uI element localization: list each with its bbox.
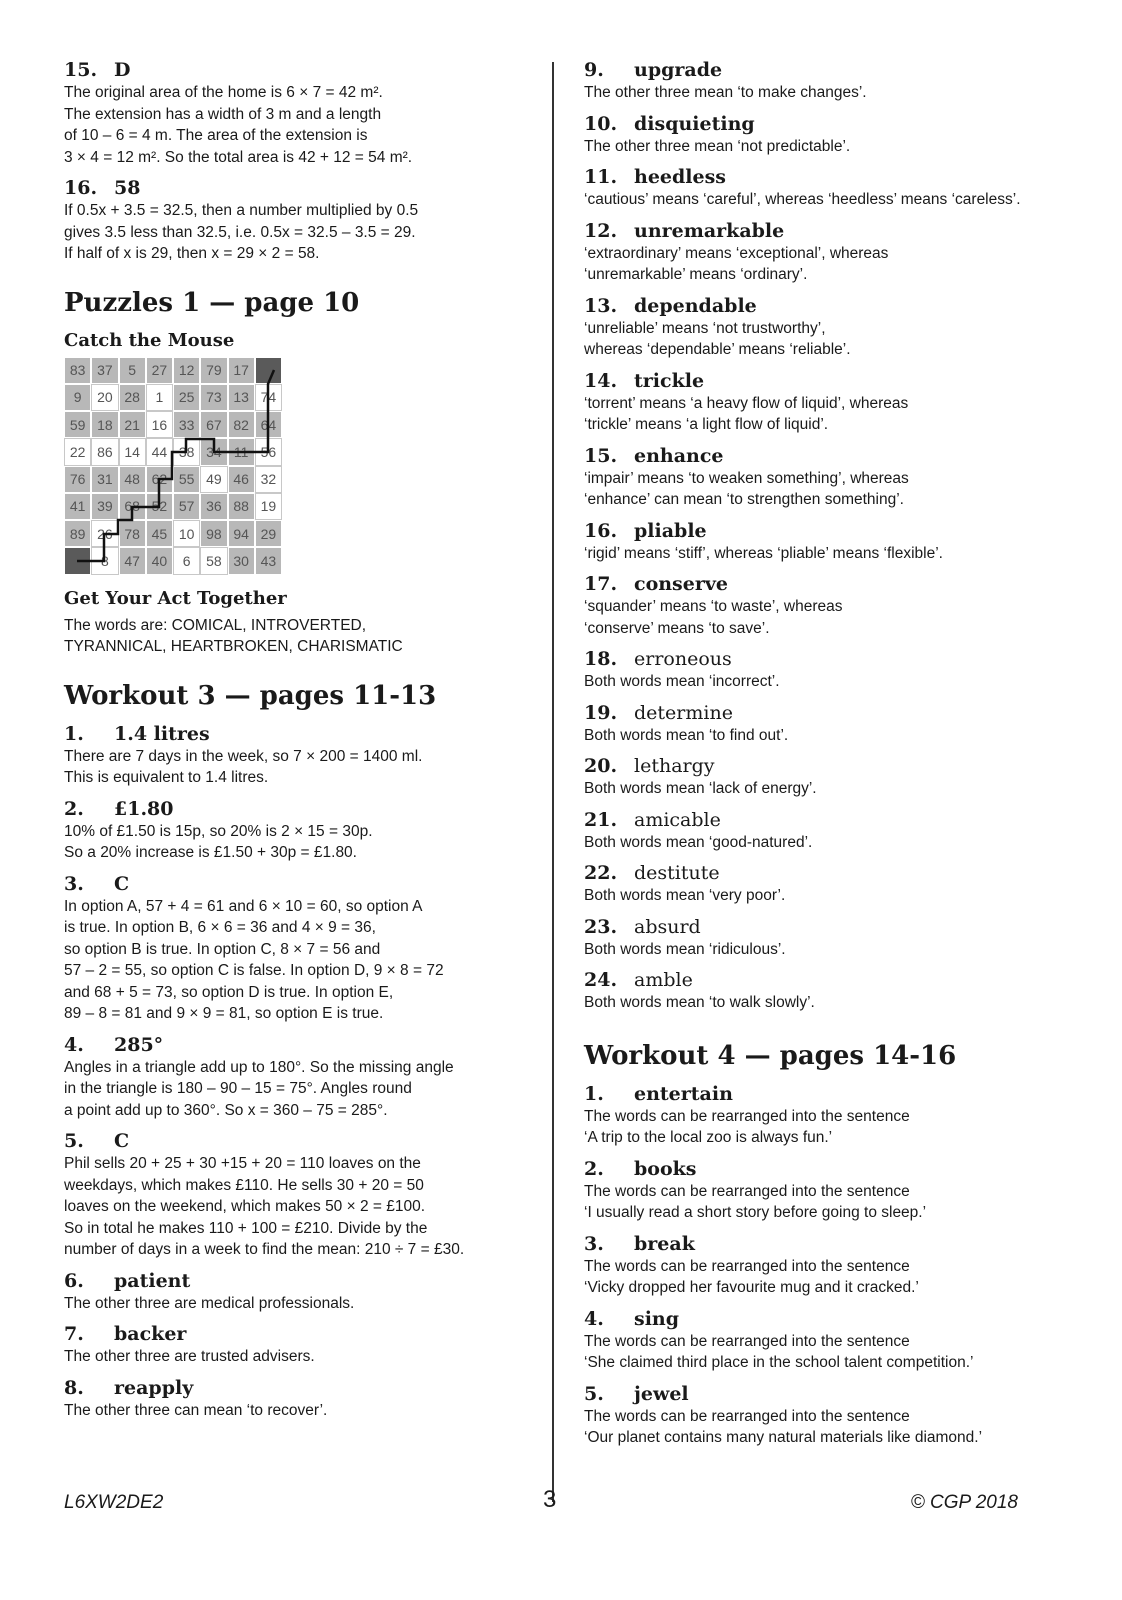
explanation-line: ‘cautious’ means ‘careful’, whereas ‘heedless’ means ‘careless’. [584, 191, 1021, 208]
answer-number: 16. [64, 177, 98, 199]
explanation-line: The other three can mean ‘to recover’. [64, 1401, 328, 1419]
grid-cell: 34 [200, 438, 227, 465]
answer-number: 15. [584, 444, 618, 467]
answer-explanation [584, 725, 1084, 747]
grid-cell: 98 [200, 520, 227, 547]
answer-number: 15. [64, 59, 98, 81]
explanation-line: ‘Our planet contains many natural materials like diamond.’ [584, 1429, 983, 1446]
answer-heading [584, 519, 1084, 543]
answer-heading [584, 754, 1084, 778]
explanation-line: The words can be rearranged into the sentence [584, 1407, 910, 1425]
answer-explanation [64, 82, 534, 168]
explanation-line: The other three are trusted advisers. [64, 1348, 315, 1365]
answer-heading [64, 1129, 534, 1153]
grid-cell: 10 [173, 520, 200, 547]
answer-word: heedless [634, 166, 726, 188]
grid-cell: 37 [91, 357, 118, 384]
explanation-line: ‘trickle’ means ‘a light flow of liquid’. [584, 416, 829, 433]
answer-number: 1. [584, 1082, 604, 1105]
grid-cell: 29 [255, 520, 282, 547]
answer-word: entertain [634, 1082, 733, 1105]
answer-item [584, 112, 1084, 158]
grid-cell: 26 [91, 520, 118, 547]
answer-heading [584, 165, 1084, 189]
answer-word: pliable [634, 519, 707, 542]
grid-cell: 79 [200, 357, 227, 384]
explanation-line: ‘torrent’ means ‘a heavy flow of liquid’, whereas [584, 394, 909, 412]
answer-item [64, 722, 534, 789]
grid-cell: 47 [119, 547, 146, 574]
catch-the-mouse-grid [64, 357, 282, 575]
answer-explanation [64, 1400, 534, 1422]
explanation-line: The other three mean ‘to make changes’. [584, 84, 867, 101]
answer-heading [584, 1307, 1084, 1331]
explanation-line: ‘squander’ means ‘to waste’, whereas [584, 598, 843, 615]
puzzles-title: Puzzles 1 — page 10 [64, 287, 360, 318]
grid-cell: 59 [64, 411, 91, 438]
answer-heading [584, 1157, 1084, 1181]
grid-cell: 74 [255, 384, 282, 411]
grid-cell: 19 [255, 493, 282, 520]
answer-word: destitute [634, 862, 720, 884]
grid-cell: 57 [173, 493, 200, 520]
answer-explanation [584, 543, 1084, 565]
explanation-line: ‘rigid’ means ‘stiff’, whereas ‘pliable’ means ‘flexible’. [584, 544, 943, 562]
answer-number: 2. [584, 1157, 604, 1180]
grid-cell: 20 [91, 384, 118, 411]
explanation-line: The extension has a width of 3 m and a length [64, 105, 382, 123]
answer-number: 3. [64, 872, 84, 895]
grid-cell: 78 [119, 520, 146, 547]
answer-explanation [584, 885, 1084, 907]
answer-word: books [634, 1157, 697, 1180]
answer-word: enhance [634, 444, 724, 467]
explanation-line: This is equivalent to 1.4 litres. [64, 769, 269, 786]
explanation-line: The words can be rearranged into the sentence [584, 1107, 910, 1125]
answer-explanation [584, 189, 1084, 211]
answer-item [584, 1232, 1084, 1299]
answer-explanation [584, 939, 1084, 961]
answer-word: 285° [114, 1033, 164, 1056]
grid-cell: 6 [173, 547, 200, 574]
answer-explanation [584, 318, 1084, 361]
grid-cell: 62 [146, 466, 173, 493]
answer-explanation [584, 832, 1084, 854]
answer-word: trickle [634, 369, 705, 392]
grid-cell: 94 [228, 520, 255, 547]
answer-number: 5. [584, 1382, 604, 1405]
answer-number: 14. [584, 369, 618, 392]
answer-explanation [584, 596, 1084, 639]
grid-cell: 25 [173, 384, 200, 411]
act-title: Get Your Act Together [64, 587, 287, 609]
explanation-line: So a 20% increase is £1.50 + 30p = £1.80. [64, 844, 357, 861]
answer-word: £1.80 [114, 797, 174, 820]
answer-item [64, 1129, 534, 1261]
answer-number: 12. [584, 219, 618, 242]
answer-heading [584, 701, 1084, 725]
explanation-line: ‘conserve’ means ‘to save’. [584, 619, 770, 637]
answer-number: 18. [584, 648, 618, 670]
answer-word: conserve [634, 573, 728, 595]
grid-cell: 83 [64, 357, 91, 384]
answer-explanation [64, 821, 534, 864]
grid-cell: 43 [255, 547, 282, 574]
grid-cell: 8 [91, 547, 118, 574]
grid-cell: 76 [64, 466, 91, 493]
explanation-line: ‘unreliable’ means ‘not trustworthy’, [584, 319, 826, 337]
grid-cell: 49 [200, 466, 227, 493]
grid-cell: 46 [228, 466, 255, 493]
grid-cell: 17 [228, 357, 255, 384]
grid-cell: 5 [119, 357, 146, 384]
explanation-line: is true. In option B, 6 × 6 = 36 and 4 × 9 = 36, [64, 919, 376, 936]
answer-explanation [584, 1406, 1084, 1449]
explanation-line: weekdays, which makes £110. He sells 30 + 20 = 50 [64, 1176, 424, 1194]
answer-item [584, 915, 1084, 961]
grid-cell: 82 [228, 411, 255, 438]
grid-cell: 21 [119, 411, 146, 438]
answer-word: unremarkable [634, 219, 785, 242]
answer-number: 4. [64, 1033, 84, 1056]
grid-cell: 16 [146, 411, 173, 438]
explanation-line: Phil sells 20 + 25 + 30 +15 + 20 = 110 loaves on the [64, 1155, 421, 1172]
answer-number: 10. [584, 112, 618, 135]
grid-cell: 58 [200, 547, 227, 574]
answer-heading [584, 647, 1084, 671]
answer-number: 23. [584, 915, 618, 938]
grid-cell: 48 [119, 466, 146, 493]
answer-number: 8. [64, 1376, 84, 1399]
answer-heading [64, 58, 534, 82]
workout4-answers [584, 1082, 1084, 1449]
grid-cell: 36 [200, 493, 227, 520]
answer-explanation [584, 992, 1084, 1014]
grid-cell: 73 [200, 384, 227, 411]
answer-heading [64, 176, 534, 200]
answer-word: C [114, 872, 130, 895]
answer-explanation [584, 1106, 1084, 1149]
grid-cell: 39 [91, 493, 118, 520]
grid-cell: 18 [91, 411, 118, 438]
answer-item [584, 58, 1084, 104]
answer-item [584, 369, 1084, 436]
catch-title: Catch the Mouse [64, 329, 235, 351]
answer-heading [584, 112, 1084, 136]
answer-explanation [584, 1256, 1084, 1299]
answer-item [584, 1157, 1084, 1224]
answer-heading [584, 444, 1084, 468]
grid-cell: 22 [64, 438, 91, 465]
answer-item [584, 519, 1084, 565]
answer-number: 22. [584, 862, 618, 884]
grid-cell: 67 [200, 411, 227, 438]
answer-word: amble [634, 969, 693, 991]
answer-heading [584, 1382, 1084, 1406]
answer-item [584, 1307, 1084, 1374]
explanation-line: The other three mean ‘not predictable’. [584, 137, 851, 155]
answer-word: break [634, 1232, 695, 1255]
answer-heading [584, 369, 1084, 393]
answer-item [584, 219, 1084, 286]
grid-cell: 12 [173, 357, 200, 384]
explanation-line: Both words mean ‘very poor’. [584, 887, 786, 904]
grid-cell: 32 [255, 466, 282, 493]
footer-code: L6XW2DE2 [64, 1492, 164, 1513]
grid-cell: 64 [255, 411, 282, 438]
act-line: TYRANNICAL, HEARTBROKEN, CHARISMATIC [64, 638, 403, 655]
workout3-answers [64, 722, 534, 1422]
grid-cell: 45 [146, 520, 173, 547]
answer-item [584, 968, 1084, 1014]
answer-explanation [584, 1331, 1084, 1374]
answer-number: 9. [584, 59, 604, 81]
grid-cell: 89 [64, 520, 91, 547]
answer-heading [584, 572, 1084, 596]
explanation-line: ‘Vicky dropped her favourite mug and it cracked.’ [584, 1279, 919, 1296]
answer-heading [64, 797, 534, 821]
answer-number: 24. [584, 969, 618, 991]
explanation-line: and 68 + 5 = 73, so option D is true. In option E, [64, 983, 394, 1001]
answer-item [584, 572, 1084, 639]
grid-cell: 38 [173, 438, 200, 465]
answer-explanation [64, 1153, 534, 1261]
grid-cell: 40 [146, 547, 173, 574]
answer-item [584, 1082, 1084, 1149]
explanation-line: a point add up to 360°. So x = 360 – 75 = 285°. [64, 1101, 388, 1119]
answer-word: absurd [634, 915, 701, 938]
act-line: The words are: COMICAL, INTROVERTED, [64, 616, 367, 634]
answer-item [64, 872, 534, 1025]
workout4-title: Workout 4 — pages 14-16 [584, 1040, 957, 1071]
right-column [584, 58, 1084, 1457]
answer-number: 1. [64, 722, 84, 745]
answer-word: erroneous [634, 648, 732, 670]
explanation-line: There are 7 days in the week, so 7 × 200 = 1400 ml. [64, 747, 423, 765]
answers-right [584, 58, 1084, 1014]
explanation-line: ‘extraordinary’ means ‘exceptional’, whereas [584, 244, 889, 262]
explanation-line: Both words mean ‘to walk slowly’. [584, 994, 815, 1011]
answer-word: sing [634, 1307, 680, 1330]
answer-item [584, 647, 1084, 693]
footer-copyright: © CGP 2018 [910, 1492, 1018, 1513]
answer-word: lethargy [634, 755, 715, 777]
grid-cell: 55 [173, 466, 200, 493]
grid-cell: 11 [228, 438, 255, 465]
answer-word: 1.4 litres [114, 722, 210, 745]
answer-heading [584, 808, 1084, 832]
answer-heading [584, 861, 1084, 885]
explanation-line: 57 – 2 = 55, so option C is false. In option D, 9 × 8 = 72 [64, 962, 444, 979]
explanation-line: If 0.5x + 3.5 = 32.5, then a number multiplied by 0.5 [64, 202, 419, 219]
answer-word: patient [114, 1269, 191, 1292]
answer-explanation [64, 746, 534, 789]
answer-heading [64, 872, 534, 896]
explanation-line: ‘unremarkable’ means ‘ordinary’. [584, 266, 808, 283]
explanation-line: Both words mean ‘incorrect’. [584, 673, 780, 690]
answer-number: 13. [584, 294, 618, 317]
explanation-line: If half of x is 29, then x = 29 × 2 = 58. [64, 245, 320, 262]
answer-word: C [114, 1130, 130, 1152]
grid-cell: 9 [64, 384, 91, 411]
answer-heading [584, 294, 1084, 318]
explanation-line: Angles in a triangle add up to 180°. So the missing angle [64, 1058, 454, 1076]
answer-number: 5. [64, 1130, 84, 1152]
explanation-line: Both words mean ‘to find out’. [584, 726, 789, 744]
explanation-line: ‘A trip to the local zoo is always fun.’ [584, 1129, 833, 1146]
explanation-line: The words can be rearranged into the sentence [584, 1182, 910, 1200]
answer-number: 7. [64, 1323, 84, 1345]
answer-word: reapply [114, 1376, 194, 1399]
grid-cell: 86 [91, 438, 118, 465]
answer-item [584, 1382, 1084, 1449]
answer-item [584, 294, 1084, 361]
explanation-line: Both words mean ‘ridiculous’. [584, 940, 786, 958]
answer-word: jewel [634, 1382, 689, 1405]
answer-number: 20. [584, 755, 618, 777]
answer-heading [584, 58, 1084, 82]
answer-heading [64, 1269, 534, 1293]
answer-explanation [584, 1181, 1084, 1224]
answer-heading [584, 1232, 1084, 1256]
answer-item [64, 797, 534, 864]
explanation-line: 89 – 8 = 81 and 9 × 9 = 81, so option E is true. [64, 1005, 384, 1022]
explanation-line: So in total he makes 110 + 100 = £210. Divide by the [64, 1219, 428, 1237]
explanation-line: ‘She claimed third place in the school talent competition.’ [584, 1354, 974, 1371]
explanation-line: so option B is true. In option C, 8 × 7 = 56 and [64, 940, 381, 958]
act-text [64, 615, 534, 658]
answer-explanation [584, 468, 1084, 511]
answer-item [64, 1322, 534, 1368]
explanation-line: Both words mean ‘lack of energy’. [584, 780, 817, 797]
answer-explanation [584, 243, 1084, 286]
explanation-line: loaves on the weekend, which makes 50 × 2 = £100. [64, 1198, 426, 1215]
grid-cell: 41 [64, 493, 91, 520]
explanation-line: in the triangle is 180 – 90 – 15 = 75°. Angles round [64, 1080, 412, 1097]
grid-cell: 28 [119, 384, 146, 411]
explanation-line: The other three are medical professionals. [64, 1294, 355, 1312]
answer-explanation [584, 393, 1084, 436]
answer-number: 11. [584, 166, 618, 188]
grid-cell: 88 [228, 493, 255, 520]
answer-explanation [64, 1346, 534, 1368]
answer-explanation [584, 778, 1084, 800]
answers-top [64, 58, 534, 265]
answer-item [64, 1376, 534, 1422]
explanation-line: The words can be rearranged into the sentence [584, 1257, 910, 1275]
grid-cell: 30 [228, 547, 255, 574]
answer-explanation [64, 200, 534, 265]
answer-explanation [64, 1057, 534, 1122]
answer-word: determine [634, 701, 733, 724]
left-column [64, 58, 534, 1429]
answer-item [64, 1269, 534, 1315]
answer-heading [64, 1033, 534, 1057]
explanation-line: The words can be rearranged into the sentence [584, 1332, 910, 1350]
explanation-line: In option A, 57 + 4 = 61 and 6 × 10 = 60, so option A [64, 897, 423, 915]
grid-cell: 56 [255, 438, 282, 465]
explanation-line: gives 3.5 less than 32.5, i.e. 0.5x = 32.5 – 3.5 = 29. [64, 223, 416, 241]
answer-heading [64, 1376, 534, 1400]
answer-number: 3. [584, 1232, 604, 1255]
explanation-line: whereas ‘dependable’ means ‘reliable’. [584, 341, 851, 358]
explanation-line: number of days in a week to find the mean: 210 ÷ 7 = £30. [64, 1241, 465, 1258]
answer-item [64, 176, 534, 265]
answer-word: 58 [114, 177, 141, 199]
answer-number: 21. [584, 808, 618, 831]
grid-cell: 52 [146, 493, 173, 520]
answer-word: dependable [634, 294, 757, 317]
answer-explanation [64, 1293, 534, 1315]
answer-heading [584, 219, 1084, 243]
explanation-line: The original area of the home is 6 × 7 = 42 m². [64, 84, 383, 101]
answer-word: upgrade [634, 59, 723, 81]
grid-cell: 27 [146, 357, 173, 384]
answer-item [584, 808, 1084, 854]
grid-cell: 13 [228, 384, 255, 411]
grid-cell: 31 [91, 466, 118, 493]
answer-explanation [584, 136, 1084, 158]
grid-cell: 1 [146, 384, 173, 411]
answer-heading [64, 722, 534, 746]
answer-heading [584, 915, 1084, 939]
answer-explanation [584, 671, 1084, 693]
grid-cell: 33 [173, 411, 200, 438]
answer-number: 6. [64, 1269, 84, 1292]
answer-heading [64, 1322, 534, 1346]
answer-word: amicable [634, 808, 721, 831]
explanation-line: 10% of £1.50 is 15p, so 20% is 2 × 15 = 30p. [64, 822, 373, 840]
answer-item [584, 165, 1084, 211]
answer-word: backer [114, 1323, 187, 1345]
answer-item [584, 701, 1084, 747]
grid-cell: 14 [119, 438, 146, 465]
explanation-line: 3 × 4 = 12 m². So the total area is 42 + 12 = 54 m². [64, 148, 413, 166]
explanation-line: ‘enhance’ can mean ‘to strengthen something’. [584, 491, 904, 508]
answer-number: 16. [584, 519, 618, 542]
answer-word: disquieting [634, 112, 755, 135]
answer-explanation [584, 82, 1084, 104]
answer-item [64, 58, 534, 168]
answer-item [584, 861, 1084, 907]
answer-number: 17. [584, 573, 618, 595]
explanation-line: ‘I usually read a short story before going to sleep.’ [584, 1204, 927, 1221]
answer-item [584, 444, 1084, 511]
column-divider [552, 62, 554, 1502]
explanation-line: ‘impair’ means ‘to weaken something’, whereas [584, 469, 909, 487]
grid-cell: 44 [146, 438, 173, 465]
answer-item [64, 1033, 534, 1122]
answer-heading [584, 1082, 1084, 1106]
answer-number: 2. [64, 797, 84, 820]
answer-item [584, 754, 1084, 800]
workout3-title: Workout 3 — pages 11-13 [64, 680, 437, 711]
grid-cell: 68 [119, 493, 146, 520]
answer-number: 19. [584, 701, 618, 724]
answer-heading [584, 968, 1084, 992]
page-number: 3 [543, 1486, 557, 1513]
answer-number: 4. [584, 1307, 604, 1330]
answer-explanation [64, 896, 534, 1025]
explanation-line: of 10 – 6 = 4 m. The area of the extension is [64, 127, 368, 144]
explanation-line: Both words mean ‘good-natured’. [584, 833, 813, 851]
answer-word: D [114, 59, 131, 81]
mouse-path [64, 357, 282, 575]
